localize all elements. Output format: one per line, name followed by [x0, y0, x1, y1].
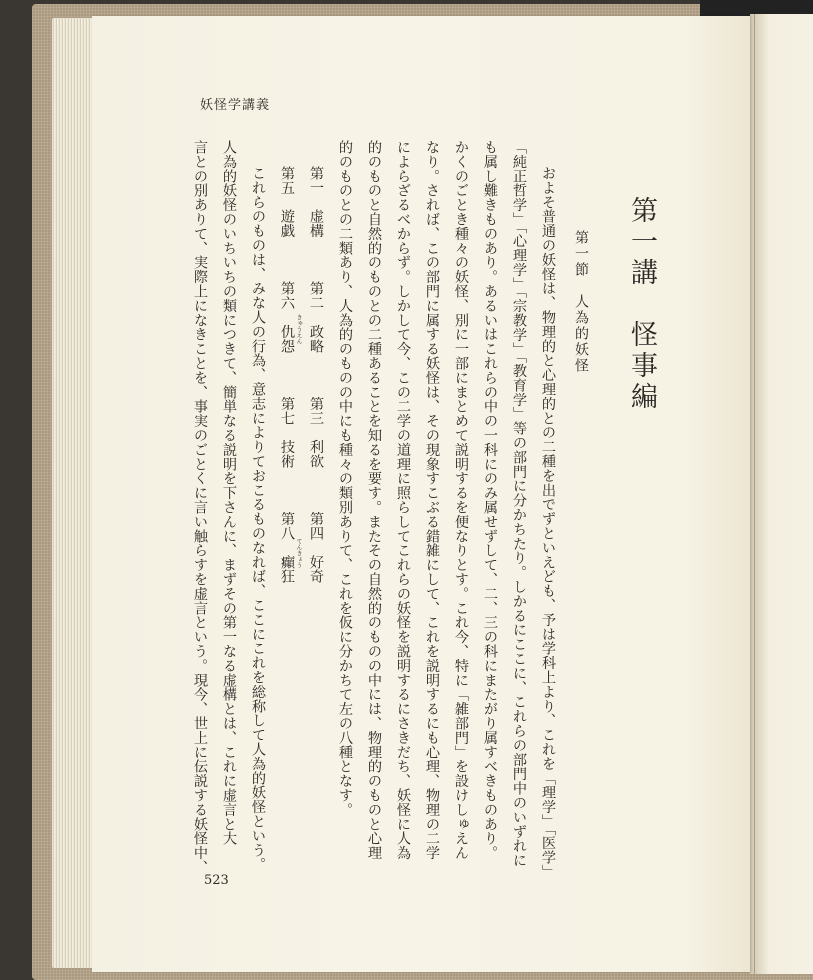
body-line: かくのごとき種々の妖怪、別に一部にまとめて説明するを便なりとす。これ今、特に「雑部門」を設けしゅえん [453, 140, 469, 860]
ruby-kyuen: きゅうえん [295, 314, 302, 344]
body-line: およそ普通の妖怪は、物理的と心理的との二種を出でずといえども、予は学科上より、これを「理学」「医学」 [540, 166, 556, 879]
facing-page-edge [750, 14, 813, 974]
category-list: 第一 虚構 第二 政略 第三 利欲 第四 好奇 [308, 166, 324, 584]
body-line: も属し難きものあり。あるいはこれらの中の一科にのみ属せずして、二、三の科にまたがり属すべきものあり。 [482, 140, 498, 860]
section-title: 第一節 人為的妖怪 [573, 230, 589, 374]
chapter-title: 第一講 怪事編 [626, 196, 657, 413]
ruby-tenkyo: てんきょう [295, 538, 302, 568]
body-line: 的のものとの二類あり、人為的のものの中にも種々の類別ありて、これを仮に分かちて左の八種となす。 [337, 140, 353, 817]
body-line: 的のものと自然的のものとの二種あることを知るを要す。またその自然的のものの中には、物理的のものと心理 [366, 140, 382, 860]
body-line: によらざるべからず。しかして今、この二学の道理に照らしてこれらの妖怪を説明するにさきだち、妖怪に人為 [395, 140, 411, 860]
body-line: これらのものは、みな人の行為、意志によりておこるものなれば、ここにこれを総称して人為的妖怪という。 [250, 166, 266, 872]
running-head: 妖怪学講義 [200, 98, 271, 113]
body-line: 言との別ありて、実際上になきことを、事実のごとくに言い触らすを虚言という。現今、世上に伝説する妖怪中、 [192, 140, 208, 875]
page-number: 523 [204, 873, 229, 888]
body-line: 人為的妖怪のいちいちの類につきて、簡単なる説明を下さんに、まずその第一なる虚構とは、これに虚言と大 [221, 140, 237, 846]
category-list: 第五 遊戯 第六 仇怨 第七 技術 第八 癲狂 [279, 166, 295, 584]
body-line: なり。されば、この部門に属する妖怪は、その現象すこぶる錯雑にして、これを説明するにも心理、物理の二学 [424, 140, 440, 860]
body-line: 「純正哲学」「心理学」「宗教学」「教育学」等の部門に分かちたり。しかるにここに、これらの部門中のいずれに [511, 140, 527, 868]
